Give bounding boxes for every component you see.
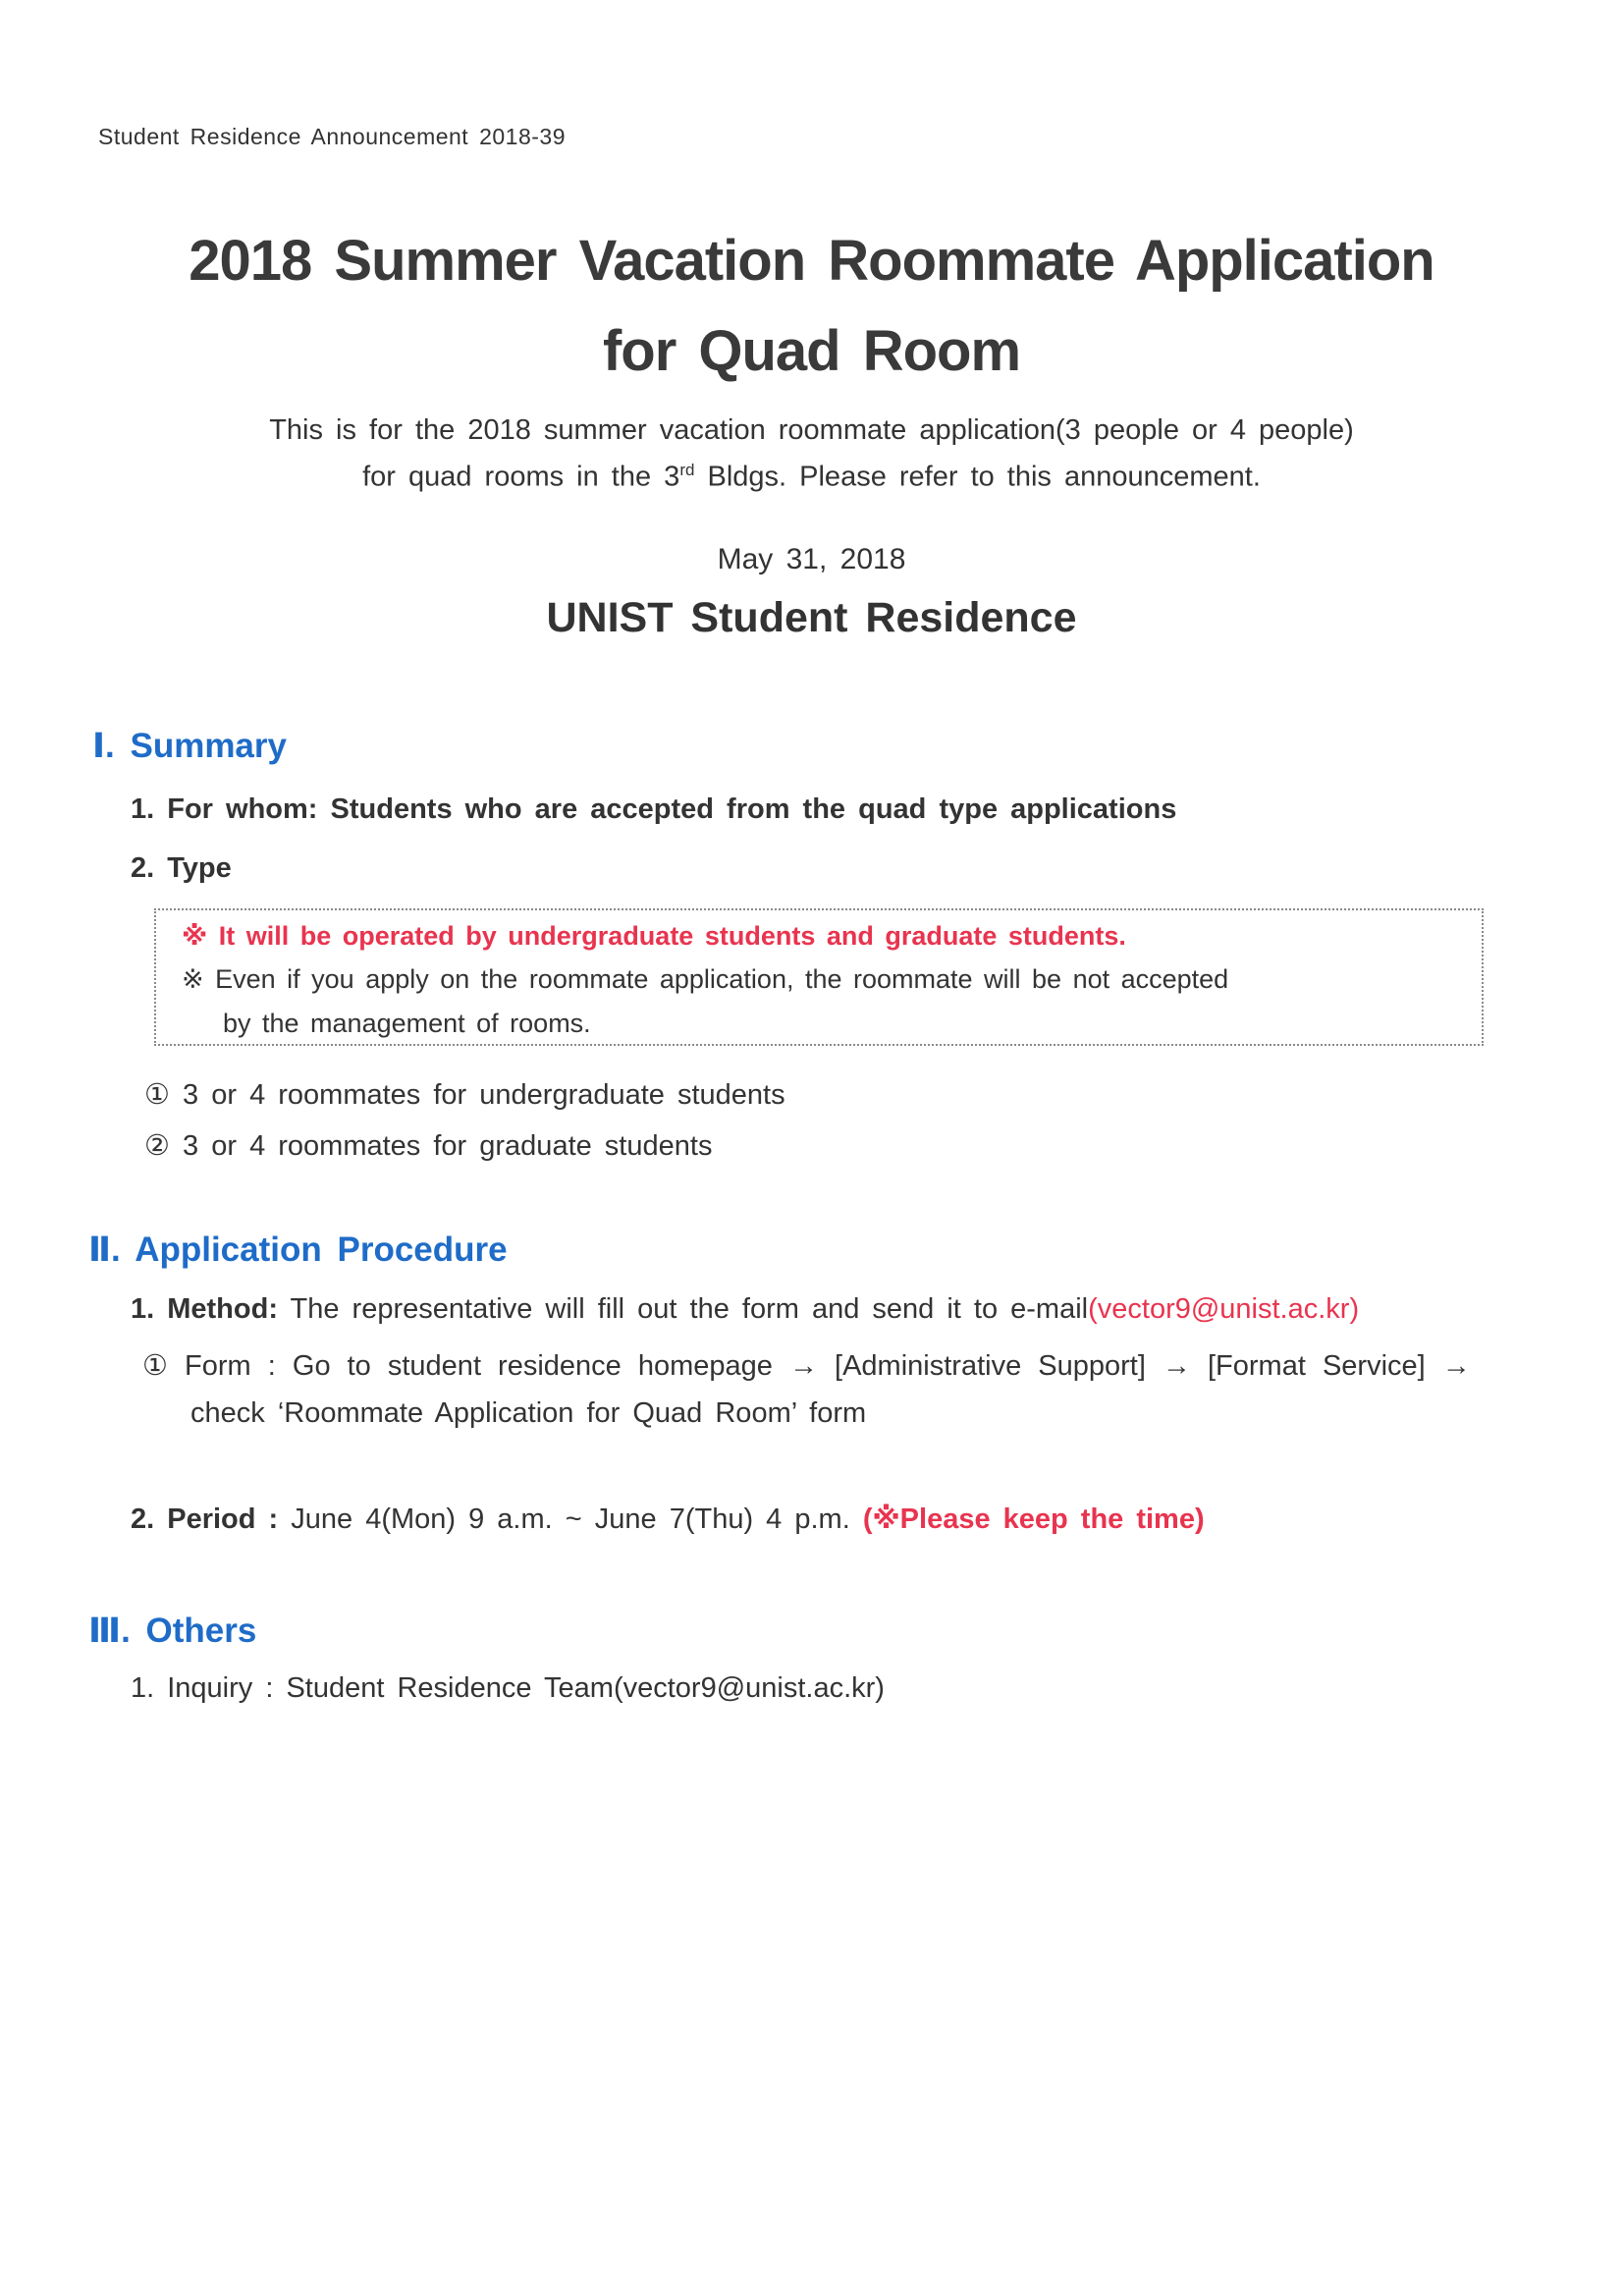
notice-not-accepted: ※ Even if you apply on the roommate application, the roommate will be not accepted	[182, 964, 1229, 994]
period-item	[131, 1502, 1205, 1536]
method-email-link[interactable]: (vector9@unist.ac.kr)	[1088, 1293, 1360, 1325]
intro-line-1: This is for the 2018 summer vacation roommate application(3 people or 4 people)	[269, 414, 1354, 446]
period-label: 2. Period :	[131, 1503, 279, 1535]
inquiry-item: 1. Inquiry : Student Residence Team(vector9@unist.ac.kr)	[131, 1672, 885, 1704]
announcement-number: Student Residence Announcement 2018-39	[98, 124, 566, 149]
for-whom-value: Students who are accepted from the quad type applications	[317, 793, 1177, 825]
intro-line-2-post: Bldgs. Please refer to this announcement.	[694, 461, 1261, 493]
for-whom-label: 1. For whom:	[131, 793, 318, 825]
form-instructions-line-2: check ‘Roommate Application for Quad Room’ form	[190, 1397, 867, 1429]
section-heading-summary: Ⅰ. Summary	[92, 727, 287, 765]
document-title-line-2: for Quad Room	[602, 319, 1021, 383]
form-instructions-line-1: ① Form : Go to student residence homepage → [Administrative Support] → [Format Service] →	[142, 1350, 1471, 1382]
option-undergraduate: ① 3 or 4 roommates for undergraduate students	[144, 1079, 785, 1111]
section-heading-application-procedure: Ⅱ. Application Procedure	[88, 1230, 508, 1269]
notice-operated-by: ※ It will be operated by undergraduate students and graduate students.	[182, 921, 1126, 951]
option-graduate: ② 3 or 4 roommates for graduate students	[144, 1130, 713, 1162]
document-title-line-1: 2018 Summer Vacation Roommate Application	[189, 229, 1434, 293]
for-whom-item	[131, 793, 1176, 826]
intro-line-2-pre: for quad rooms in the 3	[362, 461, 680, 493]
notice-not-accepted-cont: by the management of rooms.	[223, 1009, 591, 1038]
period-text: June 4(Mon) 9 a.m. ~ June 7(Thu) 4 p.m.	[278, 1503, 863, 1535]
intro-line-2	[0, 461, 1623, 494]
notice-box	[154, 908, 1484, 1046]
period-note: (※Please keep the time)	[862, 1503, 1205, 1535]
section-heading-others: Ⅲ. Others	[88, 1612, 257, 1650]
ordinal-suffix: rd	[679, 461, 695, 479]
organization-name: UNIST Student Residence	[546, 594, 1077, 641]
method-text: The representative will fill out the form and send it to e-mail	[278, 1293, 1089, 1325]
method-item	[131, 1293, 1359, 1326]
announcement-date: May 31, 2018	[717, 543, 906, 575]
type-item: 2. Type	[131, 852, 232, 884]
method-label: 1. Method:	[131, 1293, 278, 1325]
